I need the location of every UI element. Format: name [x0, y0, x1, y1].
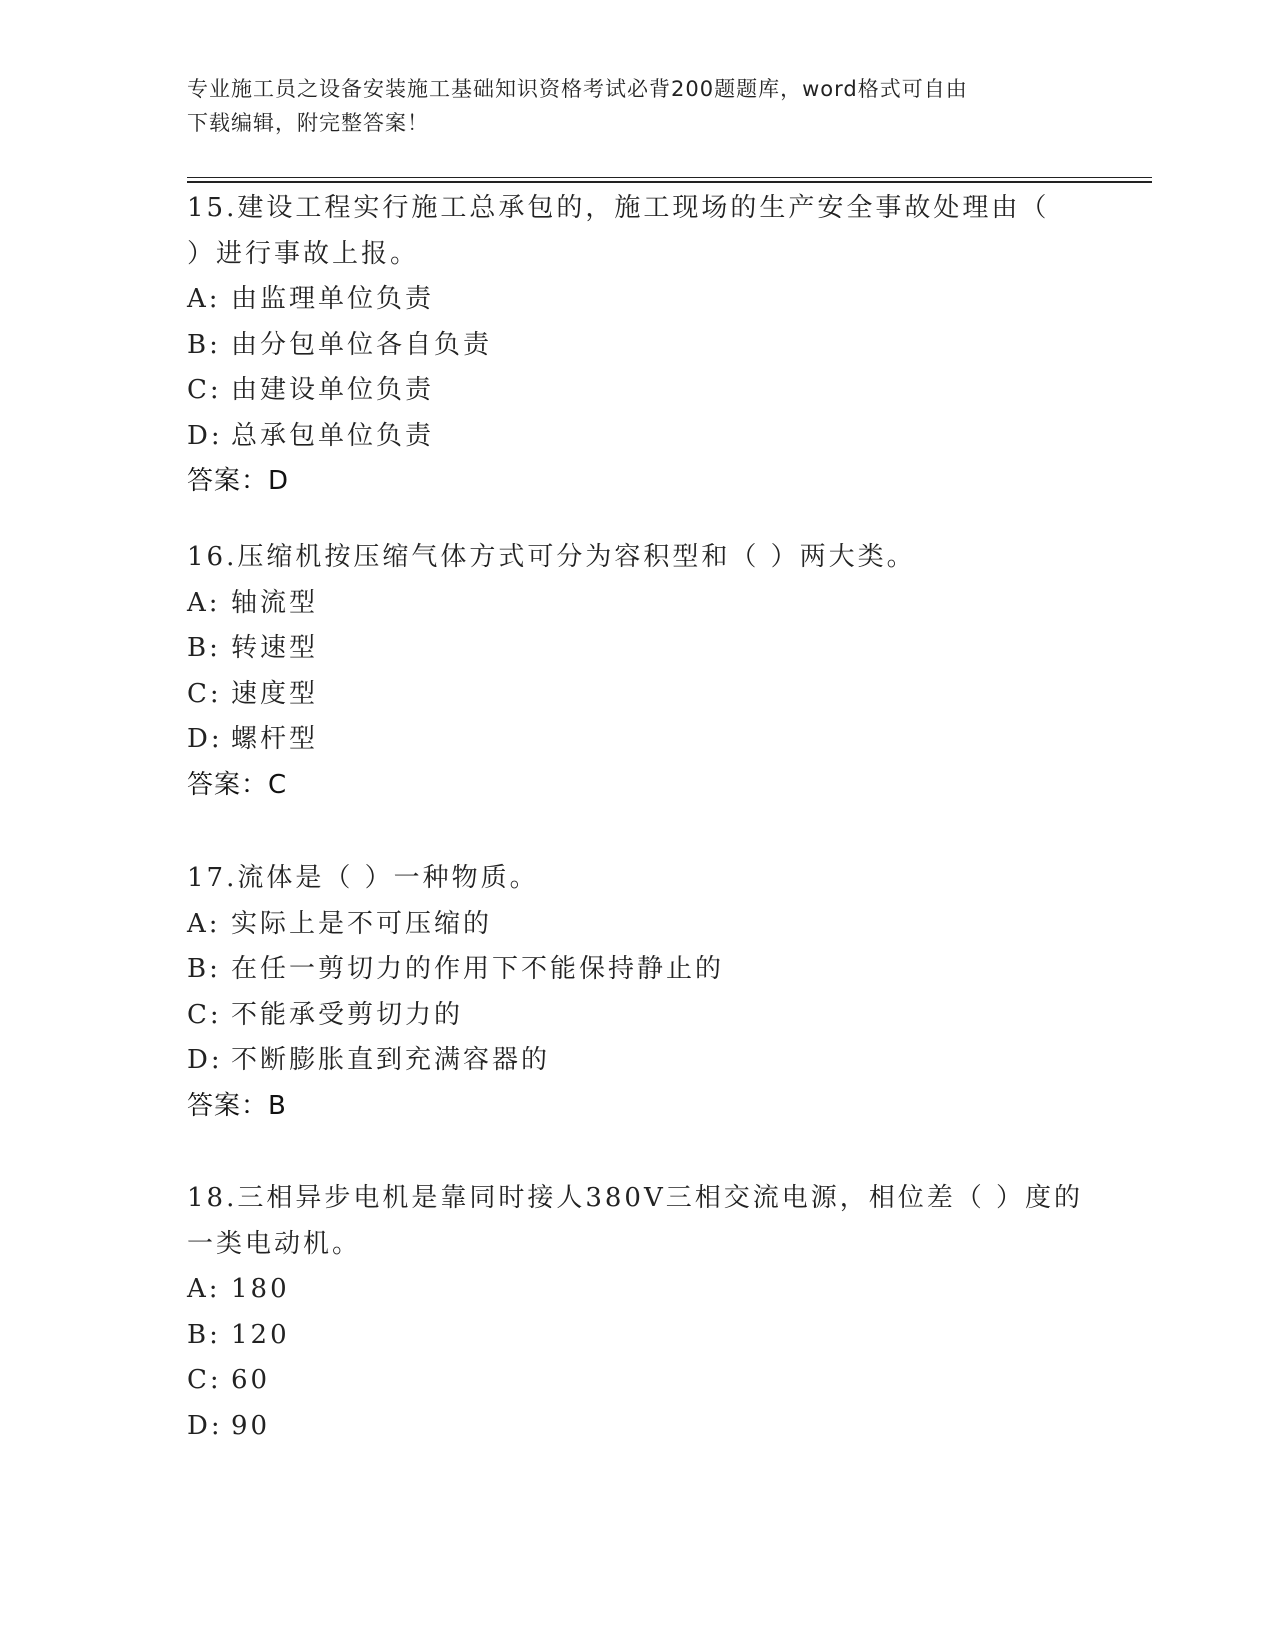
option-letter: A: — [187, 908, 221, 939]
header-line-1: 专业施工员之设备安装施工基础知识资格考试必背200题题库，word格式可自由 — [187, 77, 968, 101]
option-letter: D: — [187, 1045, 223, 1075]
option-d — [187, 414, 1087, 460]
header-line-2: 下载编辑，附完整答案！ — [187, 111, 429, 135]
option-a — [187, 1267, 1087, 1313]
option-letter: D: — [187, 1410, 223, 1441]
document-header — [187, 72, 1087, 140]
question-stem: 一类电动机。 — [187, 1228, 362, 1259]
option-text: 不能承受剪切力的 — [231, 999, 464, 1030]
option-a — [187, 277, 1087, 323]
option-letter: C: — [187, 375, 222, 405]
option-letter: D: — [187, 724, 223, 754]
option-letter: B: — [187, 329, 221, 360]
header-divider-thin — [187, 177, 1152, 178]
option-d — [187, 1404, 1087, 1450]
option-c — [187, 993, 1087, 1039]
answer-line: 答案：D — [187, 466, 290, 496]
option-b — [187, 626, 1087, 672]
question-stem: 15.建设工程实行施工总承包的，施工现场的生产安全事故处理由（ — [187, 193, 1050, 223]
option-text: 由建设单位负责 — [231, 375, 435, 405]
question-15 — [187, 186, 1087, 505]
option-a — [187, 581, 1087, 627]
option-text: 螺杆型 — [231, 724, 319, 754]
option-text: 120 — [231, 1319, 290, 1350]
option-c — [187, 1358, 1087, 1404]
option-text: 60 — [231, 1365, 271, 1395]
answer-line: 答案：B — [187, 1090, 287, 1121]
option-letter: A: — [187, 587, 221, 618]
option-c — [187, 368, 1087, 414]
question-stem: 18.三相异步电机是靠同时接人380V三相交流电源，相位差（ ）度的 — [187, 1183, 1084, 1213]
option-letter: B: — [187, 1319, 221, 1350]
option-letter: A: — [187, 284, 221, 314]
option-text: 速度型 — [231, 678, 319, 709]
option-a — [187, 902, 1087, 948]
question-16 — [187, 535, 1087, 808]
option-text: 由分包单位各自负责 — [231, 329, 493, 360]
option-d — [187, 1038, 1087, 1084]
option-letter: B: — [187, 633, 221, 663]
option-text: 总承包单位负责 — [231, 420, 435, 451]
option-b — [187, 1313, 1087, 1359]
option-c — [187, 672, 1087, 718]
option-letter: C: — [187, 1365, 222, 1395]
question-17 — [187, 856, 1087, 1129]
option-text: 90 — [231, 1410, 271, 1441]
answer-line: 答案：C — [187, 769, 288, 800]
option-text: 实际上是不可压缩的 — [231, 908, 493, 939]
question-stem: 17.流体是（ ）一种物质。 — [187, 863, 539, 893]
option-letter: C: — [187, 999, 222, 1030]
header-divider-thick — [187, 181, 1152, 183]
option-text: 由监理单位负责 — [231, 284, 435, 314]
option-text: 转速型 — [231, 633, 319, 663]
option-d — [187, 717, 1087, 763]
option-text: 180 — [231, 1274, 290, 1304]
question-stem: ）进行事故上报。 — [187, 238, 420, 269]
question-18 — [187, 1176, 1087, 1449]
option-letter: A: — [187, 1274, 221, 1304]
option-letter: B: — [187, 954, 221, 984]
option-letter: C: — [187, 678, 222, 709]
option-text: 在任一剪切力的作用下不能保持静止的 — [231, 954, 725, 984]
option-text: 不断膨胀直到充满容器的 — [231, 1045, 551, 1075]
question-stem: 16.压缩机按压缩气体方式可分为容积型和（ ）两大类。 — [187, 542, 916, 572]
option-letter: D: — [187, 420, 223, 451]
option-text: 轴流型 — [231, 587, 319, 618]
option-b — [187, 947, 1087, 993]
option-b — [187, 323, 1087, 369]
